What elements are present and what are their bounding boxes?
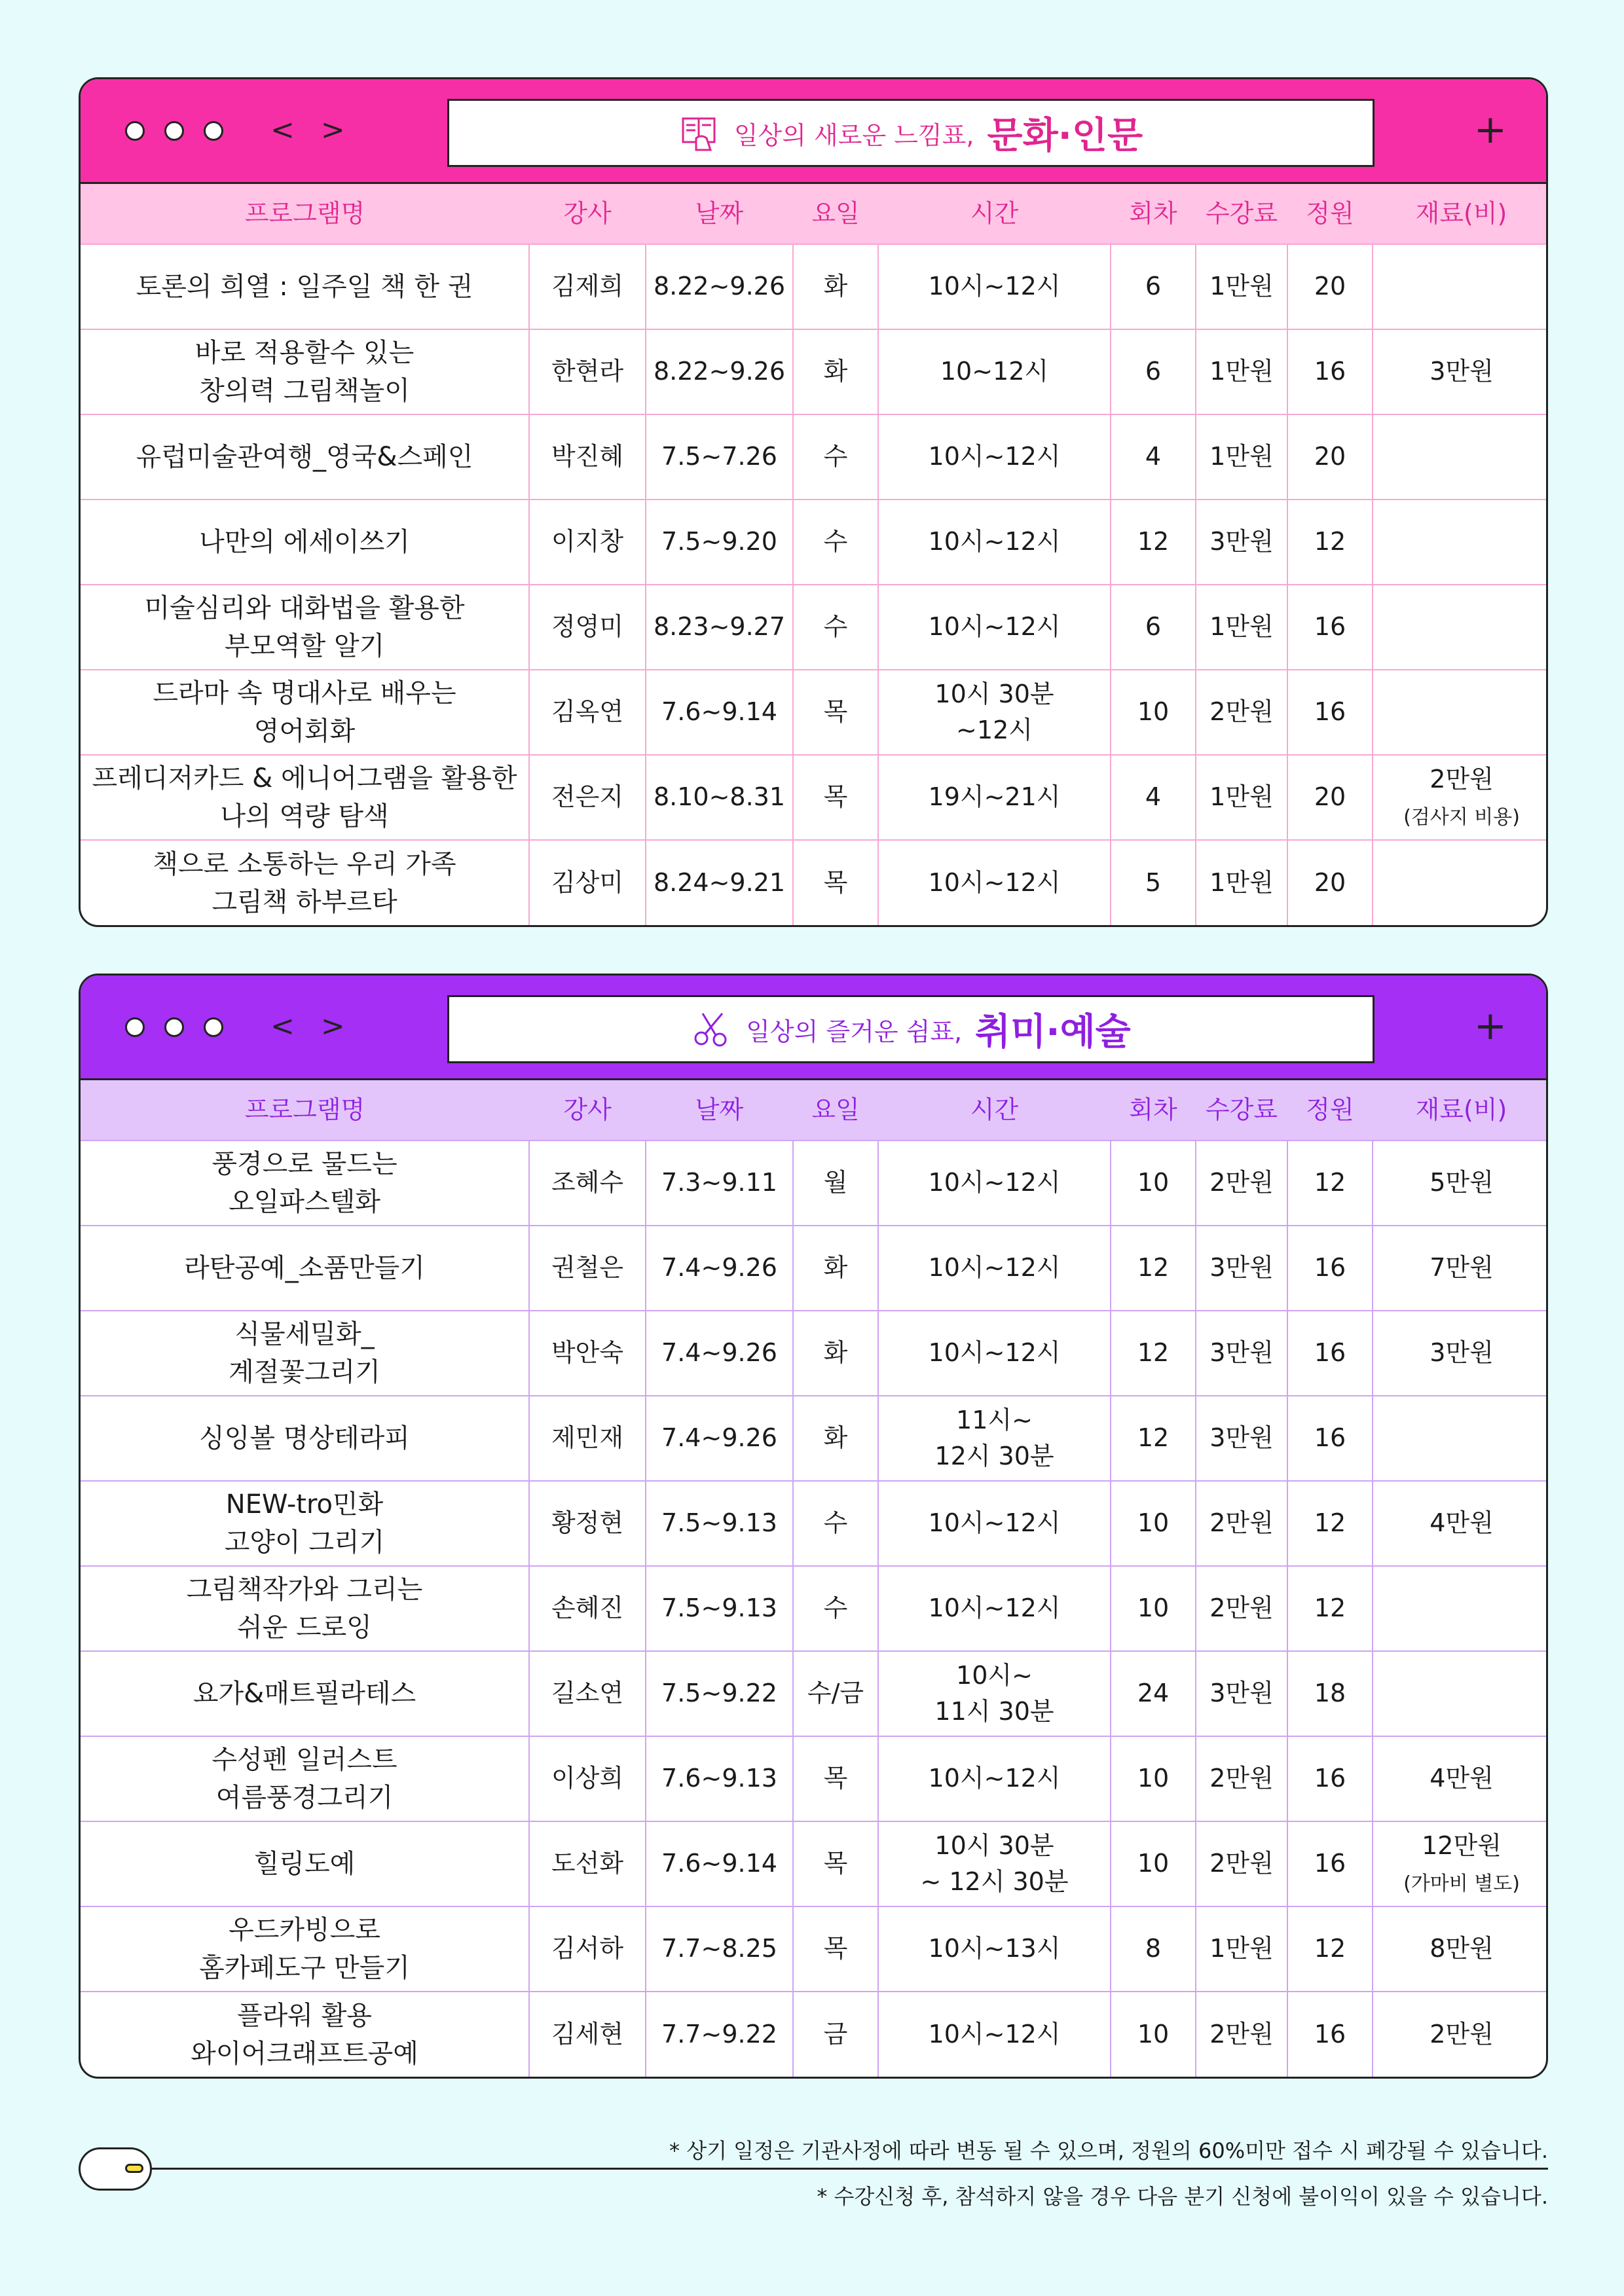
mouse-icon: [79, 2147, 152, 2191]
cell-materials: 5만원: [1373, 1140, 1548, 1226]
cell-fee: 2만원: [1196, 1566, 1287, 1651]
window-dot[interactable]: [204, 121, 223, 141]
window-dot[interactable]: [204, 1017, 223, 1037]
cell-fee: 2만원: [1196, 670, 1287, 755]
section-subtitle: 일상의 즐거운 쉼표,: [746, 1017, 963, 1046]
cell-capacity: 16: [1287, 1226, 1373, 1311]
cell-program-name: 나만의 에세이쓰기: [81, 500, 529, 585]
cell-weekday: 수/금: [793, 1651, 878, 1736]
back-icon[interactable]: <: [270, 1010, 295, 1043]
cell-materials: [1373, 670, 1548, 755]
cell-weekday: 수: [793, 500, 878, 585]
cell-weekday: 금: [793, 1992, 878, 2077]
cell-program-name: 힐링도예: [81, 1821, 529, 1906]
cell-program-name: 우드카빙으로 홈카페도구 만들기: [81, 1906, 529, 1992]
cell-date: 7.4~9.26: [646, 1226, 793, 1311]
cell-fee: 2만원: [1196, 1736, 1287, 1821]
table-row: [81, 500, 1548, 585]
cell-instructor: 전은지: [529, 755, 646, 840]
cell-weekday: 수: [793, 585, 878, 670]
nav-arrows: [270, 1010, 345, 1043]
cell-capacity: 20: [1287, 414, 1373, 500]
cell-time: 11시~ 12시 30분: [878, 1396, 1111, 1481]
table-row: [81, 1396, 1548, 1481]
cell-weekday: 목: [793, 1821, 878, 1906]
cell-program-name: 싱잉볼 명상테라피: [81, 1396, 529, 1481]
cell-weekday: 화: [793, 244, 878, 329]
cell-materials: 7만원: [1373, 1226, 1548, 1311]
cell-program-name: 바로 적용할수 있는 창의력 그림책놀이: [81, 329, 529, 414]
header-program-name: 프로그램명: [81, 1080, 529, 1140]
cell-sessions: 5: [1111, 840, 1196, 925]
table-row: [81, 1651, 1548, 1736]
cell-time: 10시 30분 ~12시: [878, 670, 1111, 755]
table-row: [81, 1906, 1548, 1992]
cell-materials: [1373, 840, 1548, 925]
cell-sessions: 12: [1111, 500, 1196, 585]
table-row: [81, 755, 1548, 840]
cell-time: 10시~ 11시 30분: [878, 1651, 1111, 1736]
cell-date: 7.4~9.26: [646, 1396, 793, 1481]
cell-sessions: 12: [1111, 1311, 1196, 1396]
culture-titlebar: [81, 79, 1546, 184]
cell-capacity: 16: [1287, 1992, 1373, 2077]
cell-fee: 2만원: [1196, 1140, 1287, 1226]
address-bar: [447, 995, 1375, 1063]
cell-sessions: 8: [1111, 1906, 1196, 1992]
cell-materials: [1373, 244, 1548, 329]
hobby-table: [81, 1080, 1548, 2077]
cell-time: 10시~12시: [878, 1140, 1111, 1226]
notice-2: * 수강신청 후, 참석하지 않을 경우 다음 분기 신청에 불이익이 있을 수 있습니다.: [817, 2184, 1548, 2209]
notice-1: * 상기 일정은 기관사정에 따라 변동 될 수 있으며, 정원의 60%미만 접수 시 폐강될 수 있습니다.: [669, 2138, 1548, 2163]
cell-weekday: 수: [793, 1566, 878, 1651]
cell-capacity: 12: [1287, 1481, 1373, 1566]
cell-capacity: 16: [1287, 329, 1373, 414]
cell-materials: [1373, 500, 1548, 585]
cell-instructor: 이지창: [529, 500, 646, 585]
cell-weekday: 목: [793, 1736, 878, 1821]
cell-program-name: 드라마 속 명대사로 배우는 영어회화: [81, 670, 529, 755]
cell-instructor: 도선화: [529, 1821, 646, 1906]
cell-fee: 1만원: [1196, 329, 1287, 414]
cell-sessions: 12: [1111, 1226, 1196, 1311]
cell-materials: 12만원 (가마비 별도): [1373, 1821, 1548, 1906]
hobby-window: [79, 974, 1548, 2079]
header-date: 날짜: [646, 184, 793, 244]
cell-materials: [1373, 1651, 1548, 1736]
cell-program-name: 라탄공예_소품만들기: [81, 1226, 529, 1311]
cell-capacity: 12: [1287, 500, 1373, 585]
table-row: [81, 1821, 1548, 1906]
mouse-wheel: [125, 2164, 143, 2173]
cell-time: 19시~21시: [878, 755, 1111, 840]
cell-fee: 3만원: [1196, 1226, 1287, 1311]
table-row: [81, 840, 1548, 925]
cell-fee: 2만원: [1196, 1992, 1287, 2077]
window-dot[interactable]: [164, 1017, 184, 1037]
nav-arrows: [270, 113, 345, 147]
cell-materials: 2만원 (검사지 비용): [1373, 755, 1548, 840]
cell-fee: 2만원: [1196, 1821, 1287, 1906]
cell-date: 7.5~9.13: [646, 1566, 793, 1651]
table-row: [81, 414, 1548, 500]
cell-instructor: 김제희: [529, 244, 646, 329]
material-note: (가마비 별도): [1403, 1872, 1520, 1895]
table-row: [81, 1311, 1548, 1396]
cell-weekday: 목: [793, 1906, 878, 1992]
forward-icon[interactable]: >: [320, 1010, 345, 1043]
cell-capacity: 12: [1287, 1906, 1373, 1992]
table-row: [81, 585, 1548, 670]
cell-instructor: 조혜수: [529, 1140, 646, 1226]
cell-date: 7.4~9.26: [646, 1311, 793, 1396]
cell-sessions: 4: [1111, 414, 1196, 500]
table-row: [81, 1226, 1548, 1311]
cell-date: 8.22~9.26: [646, 244, 793, 329]
cell-time: 10시~12시: [878, 414, 1111, 500]
cell-sessions: 24: [1111, 1651, 1196, 1736]
header-weekday: 요일: [793, 184, 878, 244]
cell-time: 10시 30분 ~ 12시 30분: [878, 1821, 1111, 1906]
cell-weekday: 목: [793, 755, 878, 840]
cell-fee: 1만원: [1196, 1906, 1287, 1992]
cell-time: 10시~13시: [878, 1906, 1111, 1992]
cell-program-name: 그림책작가와 그리는 쉬운 드로잉: [81, 1566, 529, 1651]
header-sessions: 회차: [1111, 184, 1196, 244]
cell-materials: 2만원: [1373, 1992, 1548, 2077]
cell-instructor: 손혜진: [529, 1566, 646, 1651]
cell-sessions: 10: [1111, 670, 1196, 755]
cell-sessions: 10: [1111, 1736, 1196, 1821]
cell-weekday: 월: [793, 1140, 878, 1226]
cell-program-name: 플라워 활용 와이어크래프트공예: [81, 1992, 529, 2077]
cell-date: 7.5~9.13: [646, 1481, 793, 1566]
cell-materials: 8만원: [1373, 1906, 1548, 1992]
cell-program-name: 유럽미술관여행_영국&스페인: [81, 414, 529, 500]
table-row: [81, 1566, 1548, 1651]
table-row: [81, 1481, 1548, 1566]
cell-instructor: 김세현: [529, 1992, 646, 2077]
table-row: [81, 1992, 1548, 2077]
cell-program-name: 미술심리와 대화법을 활용한 부모역할 알기: [81, 585, 529, 670]
cell-instructor: 김서하: [529, 1906, 646, 1992]
cell-instructor: 이상희: [529, 1736, 646, 1821]
header-time: 시간: [878, 184, 1111, 244]
cell-materials: 4만원: [1373, 1481, 1548, 1566]
cell-sessions: 4: [1111, 755, 1196, 840]
section-title: 문화·인문: [987, 115, 1143, 157]
header-date: 날짜: [646, 1080, 793, 1140]
cell-instructor: 한현라: [529, 329, 646, 414]
cell-program-name: NEW-tro민화 고양이 그리기: [81, 1481, 529, 1566]
cell-time: 10시~12시: [878, 500, 1111, 585]
cell-instructor: 정영미: [529, 585, 646, 670]
cell-instructor: 권철은: [529, 1226, 646, 1311]
cell-date: 7.5~7.26: [646, 414, 793, 500]
cell-program-name: 프레디저카드 & 에니어그램을 활용한 나의 역량 탐색: [81, 755, 529, 840]
header-materials: 재료(비): [1373, 1080, 1548, 1140]
cell-materials: 3만원: [1373, 329, 1548, 414]
cell-sessions: 6: [1111, 244, 1196, 329]
cell-date: 7.5~9.20: [646, 500, 793, 585]
hobby-titlebar: [81, 975, 1546, 1080]
header-materials: 재료(비): [1373, 184, 1548, 244]
header-capacity: 정원: [1287, 184, 1373, 244]
header-sessions: 회차: [1111, 1080, 1196, 1140]
cell-sessions: 10: [1111, 1481, 1196, 1566]
header-weekday: 요일: [793, 1080, 878, 1140]
cell-time: 10시~12시: [878, 585, 1111, 670]
cell-fee: 3만원: [1196, 1311, 1287, 1396]
cell-fee: 3만원: [1196, 1396, 1287, 1481]
cell-time: 10시~12시: [878, 1992, 1111, 2077]
cell-materials: 3만원: [1373, 1311, 1548, 1396]
cell-weekday: 화: [793, 1396, 878, 1481]
window-controls: [125, 121, 223, 141]
cell-date: 8.22~9.26: [646, 329, 793, 414]
scissors-icon: [691, 1008, 733, 1050]
cell-instructor: 김상미: [529, 840, 646, 925]
section-title: 취미·예술: [975, 1011, 1131, 1053]
window-dot[interactable]: [164, 121, 184, 141]
header-instructor: 강사: [529, 184, 646, 244]
cell-weekday: 화: [793, 1311, 878, 1396]
cell-weekday: 화: [793, 1226, 878, 1311]
cell-program-name: 수성펜 일러스트 여름풍경그리기: [81, 1736, 529, 1821]
cell-program-name: 식물세밀화_ 계절꽃그리기: [81, 1311, 529, 1396]
header-time: 시간: [878, 1080, 1111, 1140]
add-tab-icon[interactable]: +: [1473, 1003, 1507, 1049]
section-subtitle: 일상의 새로운 느낌표,: [733, 120, 974, 150]
cell-sessions: 10: [1111, 1140, 1196, 1226]
cell-instructor: 박안숙: [529, 1311, 646, 1396]
cell-sessions: 10: [1111, 1992, 1196, 2077]
cell-weekday: 목: [793, 670, 878, 755]
table-header-row: [81, 1080, 1548, 1140]
cell-date: 7.6~9.14: [646, 670, 793, 755]
cell-date: 7.3~9.11: [646, 1140, 793, 1226]
cell-instructor: 황정현: [529, 1481, 646, 1566]
window-controls: [125, 1017, 223, 1037]
cell-materials: [1373, 1396, 1548, 1481]
window-dot[interactable]: [125, 121, 145, 141]
cell-capacity: 16: [1287, 585, 1373, 670]
cell-date: 7.7~9.22: [646, 1992, 793, 2077]
window-dot[interactable]: [125, 1017, 145, 1037]
cell-time: 10시~12시: [878, 1481, 1111, 1566]
cell-sessions: 6: [1111, 585, 1196, 670]
cell-capacity: 12: [1287, 1140, 1373, 1226]
add-tab-icon[interactable]: +: [1473, 107, 1507, 153]
cell-date: 7.5~9.22: [646, 1651, 793, 1736]
table-header-row: [81, 184, 1548, 244]
cell-date: 8.23~9.27: [646, 585, 793, 670]
cell-fee: 1만원: [1196, 755, 1287, 840]
cell-time: 10시~12시: [878, 1311, 1111, 1396]
cell-capacity: 20: [1287, 840, 1373, 925]
cell-weekday: 목: [793, 840, 878, 925]
cell-instructor: 박진혜: [529, 414, 646, 500]
cell-capacity: 16: [1287, 1396, 1373, 1481]
cell-capacity: 16: [1287, 1736, 1373, 1821]
cell-date: 7.7~8.25: [646, 1906, 793, 1992]
cell-time: 10시~12시: [878, 1566, 1111, 1651]
header-program-name: 프로그램명: [81, 184, 529, 244]
table-row: [81, 1736, 1548, 1821]
culture-table: [81, 184, 1548, 925]
header-fee: 수강료: [1196, 184, 1287, 244]
cell-materials: [1373, 1566, 1548, 1651]
cell-capacity: 12: [1287, 1566, 1373, 1651]
cell-weekday: 화: [793, 329, 878, 414]
footer-divider: [117, 2168, 1548, 2170]
header-capacity: 정원: [1287, 1080, 1373, 1140]
forward-icon[interactable]: >: [320, 113, 345, 147]
cell-date: 7.6~9.13: [646, 1736, 793, 1821]
cell-program-name: 풍경으로 물드는 오일파스텔화: [81, 1140, 529, 1226]
cell-fee: 2만원: [1196, 1481, 1287, 1566]
cell-fee: 1만원: [1196, 244, 1287, 329]
cell-fee: 1만원: [1196, 414, 1287, 500]
cell-sessions: 12: [1111, 1396, 1196, 1481]
table-row: [81, 670, 1548, 755]
cell-time: 10시~12시: [878, 244, 1111, 329]
cell-instructor: 길소연: [529, 1651, 646, 1736]
cell-weekday: 수: [793, 1481, 878, 1566]
cell-date: 8.10~8.31: [646, 755, 793, 840]
header-instructor: 강사: [529, 1080, 646, 1140]
cell-capacity: 16: [1287, 1311, 1373, 1396]
table-row: [81, 1140, 1548, 1226]
cell-time: 10시~12시: [878, 1736, 1111, 1821]
cell-weekday: 수: [793, 414, 878, 500]
cell-time: 10~12시: [878, 329, 1111, 414]
cell-fee: 3만원: [1196, 500, 1287, 585]
cell-program-name: 토론의 희열 : 일주일 책 한 권: [81, 244, 529, 329]
cell-fee: 1만원: [1196, 840, 1287, 925]
cell-sessions: 10: [1111, 1821, 1196, 1906]
cell-capacity: 16: [1287, 670, 1373, 755]
cell-date: 7.6~9.14: [646, 1821, 793, 1906]
culture-window: [79, 77, 1548, 927]
cell-fee: 1만원: [1196, 585, 1287, 670]
address-bar: [447, 99, 1375, 167]
cell-capacity: 20: [1287, 244, 1373, 329]
cell-materials: 4만원: [1373, 1736, 1548, 1821]
cell-materials: [1373, 585, 1548, 670]
cell-time: 10시~12시: [878, 1226, 1111, 1311]
table-row: [81, 329, 1548, 414]
cell-instructor: 제민재: [529, 1396, 646, 1481]
cell-program-name: 책으로 소통하는 우리 가족 그림책 하부르타: [81, 840, 529, 925]
cell-sessions: 10: [1111, 1566, 1196, 1651]
cell-capacity: 16: [1287, 1821, 1373, 1906]
cell-date: 8.24~9.21: [646, 840, 793, 925]
cell-time: 10시~12시: [878, 840, 1111, 925]
book-hand-icon: [679, 112, 721, 154]
cell-instructor: 김옥연: [529, 670, 646, 755]
back-icon[interactable]: <: [270, 113, 295, 147]
cell-program-name: 요가&매트필라테스: [81, 1651, 529, 1736]
material-note: (검사지 비용): [1403, 806, 1520, 829]
cell-capacity: 20: [1287, 755, 1373, 840]
cell-sessions: 6: [1111, 329, 1196, 414]
table-row: [81, 244, 1548, 329]
cell-materials: [1373, 414, 1548, 500]
cell-capacity: 18: [1287, 1651, 1373, 1736]
cell-fee: 3만원: [1196, 1651, 1287, 1736]
header-fee: 수강료: [1196, 1080, 1287, 1140]
